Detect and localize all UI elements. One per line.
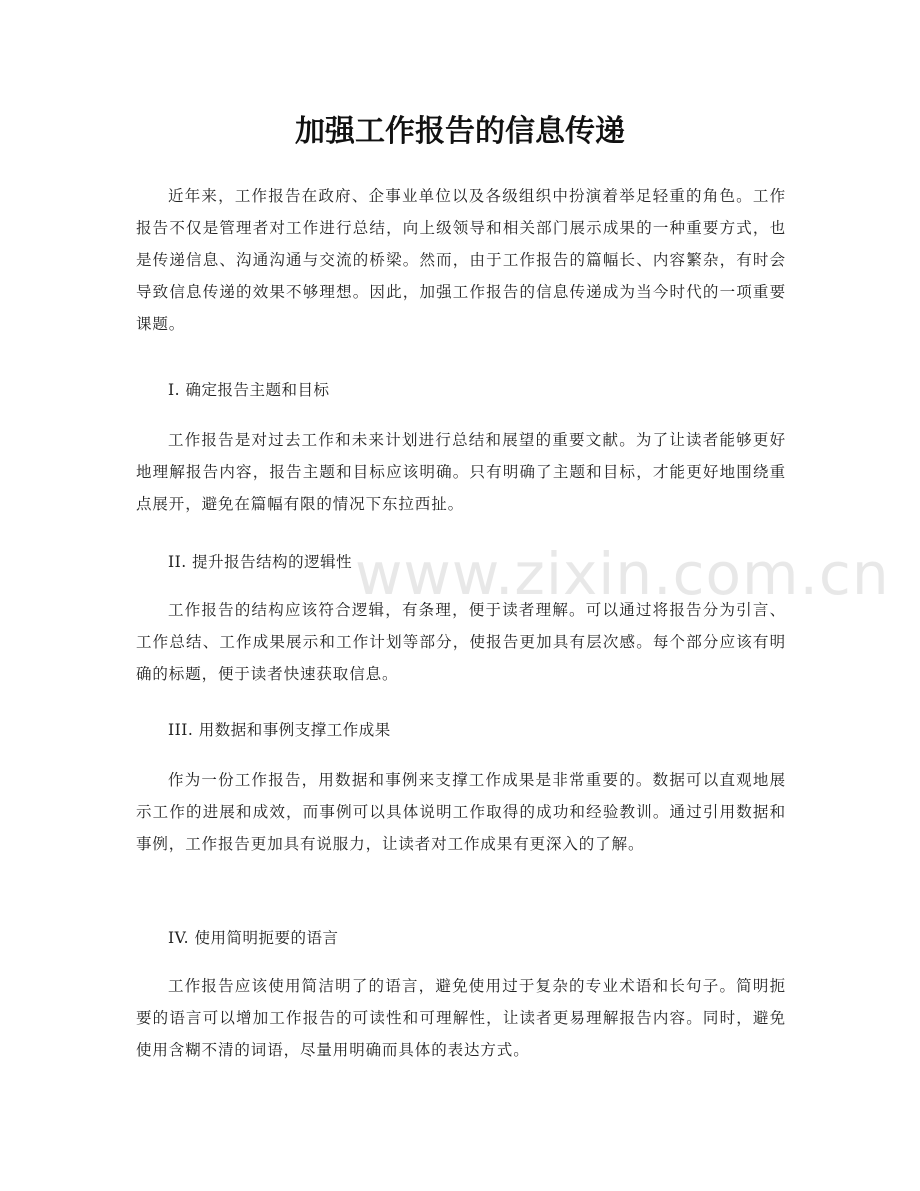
section-paragraph: 工作报告应该使用简洁明了的语言，避免使用过于复杂的专业术语和长句子。简明扼要的语言可以增加工作报告的可读性和可理解性，让读者更易理解报告内容。同时，避免使用含糊不清的词语，尽量用明确而具体的表达方式。 <box>136 977 786 1059</box>
section-heading: I. 确定报告主题和目标 <box>168 381 330 399</box>
section-3-body <box>136 764 786 860</box>
document-title: 加强工作报告的信息传递 <box>295 114 625 149</box>
section-4-body <box>136 970 786 1066</box>
watermark: www.zixin.com.cn <box>355 540 890 608</box>
section-4 <box>136 922 786 954</box>
section-heading: IV. 使用简明扼要的语言 <box>168 929 339 947</box>
intro-paragraph: 近年来，工作报告在政府、企事业单位以及各级组织中扮演着举足轻重的角色。工作报告不仅是管理者对工作进行总结，向上级领导和相关部门展示成果的一种重要方式，也是传递信息、沟通沟通与交流的桥梁。然而，由于工作报告的篇幅长、内容繁杂，有时会导致信息传递的效果不够理想。因此，加强工作报告的信息传递成为当今时代的一项重要课题。 <box>136 187 786 333</box>
section-1 <box>136 374 786 406</box>
section-2 <box>136 546 786 578</box>
section-2-body <box>136 594 786 690</box>
section-paragraph: 工作报告的结构应该符合逻辑，有条理，便于读者理解。可以通过将报告分为引言、工作总结、工作成果展示和工作计划等部分，使报告更加具有层次感。每个部分应该有明确的标题，便于读者快速获取信息。 <box>136 601 786 683</box>
section-heading: II. 提升报告结构的逻辑性 <box>168 553 353 571</box>
section-heading: III. 用数据和事例支撑工作成果 <box>168 721 391 739</box>
intro-block <box>136 180 786 340</box>
section-paragraph: 作为一份工作报告，用数据和事例来支撑工作成果是非常重要的。数据可以直观地展示工作的进展和成效，而事例可以具体说明工作取得的成功和经验教训。通过引用数据和事例，工作报告更加具有说服力，让读者对工作成果有更深入的了解。 <box>136 771 786 853</box>
section-1-body <box>136 424 786 520</box>
section-3 <box>136 714 786 746</box>
section-paragraph: 工作报告是对过去工作和未来计划进行总结和展望的重要文献。为了让读者能够更好地理解报告内容，报告主题和目标应该明确。只有明确了主题和目标，才能更好地围绕重点展开，避免在篇幅有限的情况下东拉西扯。 <box>136 431 786 513</box>
